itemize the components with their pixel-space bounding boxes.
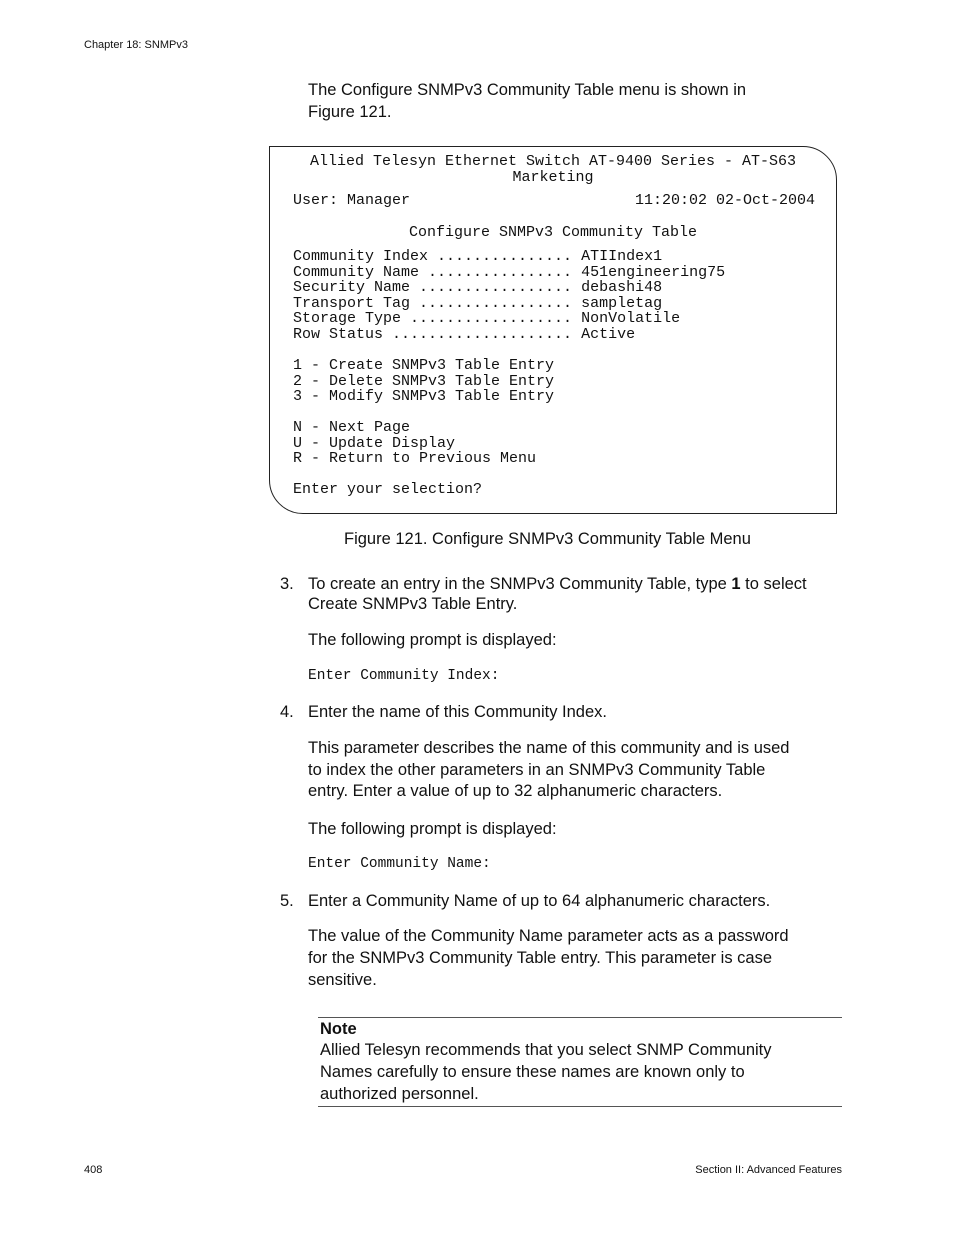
field-row-row-status: Row Status .................... Active (293, 326, 636, 343)
prompt-example: Enter Community Name: (308, 856, 491, 872)
note-line: Allied Telesyn recommends that you select SNMP Community (320, 1041, 772, 1059)
step-4-text: Enter the name of this Community Index. (308, 703, 607, 721)
field-row-transport-tag: Transport Tag ................. sampletag (293, 294, 663, 312)
menu-option-return: R - Return to Previous Menu (293, 450, 537, 468)
terminal-menu-title: Configure SNMPv3 Community Table (408, 224, 698, 241)
menu-option-delete: 2 - Delete SNMPv3 Table Entry (293, 372, 555, 390)
note-line: authorized personnel. (320, 1085, 479, 1103)
step-5-desc-line1: The value of the Community Name parameter acts as a password (308, 927, 789, 945)
page-number: 408 (84, 1164, 103, 1176)
figure-caption: Figure 121. Configure SNMPv3 Community Table Menu (344, 530, 751, 548)
prompt-intro: The following prompt is displayed: (308, 820, 557, 838)
footer-section: Section II: Advanced Features (695, 1164, 842, 1176)
menu-option-create: 1 - Create SNMPv3 Table Entry (293, 357, 555, 374)
intro-paragraph: The Configure SNMPv3 Community Table menu is shown in Figure 121. (308, 81, 747, 121)
step-5-text: Enter a Community Name of up to 64 alphanumeric characters. (308, 892, 771, 910)
prompt-intro: The following prompt is displayed: (308, 631, 557, 649)
step-4-desc-line3: entry. Enter a value of up to 32 alphanumeric characters. (308, 782, 723, 800)
step-number: 5. (280, 892, 294, 910)
note-title: Note (320, 1020, 357, 1038)
menu-option-update-display: U - Update Display (293, 434, 456, 452)
field-row-storage-type: Storage Type .................. NonVolatile (293, 310, 681, 328)
step-5-desc-line2: for the SNMPv3 Community Table entry. This parameter is case (308, 949, 773, 967)
field-row-community-name: Community Name ................ 451engineering75 (293, 263, 726, 281)
terminal-user: User: Manager (293, 192, 411, 209)
step-number: 4. (280, 703, 294, 721)
field-row-security-name: Security Name ................. debashi48 (293, 279, 663, 297)
terminal-screen (269, 146, 837, 514)
prompt-example: Enter Community Index: (308, 668, 500, 684)
step-number: 3. (280, 575, 294, 593)
menu-option-modify: 3 - Modify SNMPv3 Table Entry (293, 388, 555, 406)
terminal-datetime: 11:20:02 02-Oct-2004 (634, 192, 815, 209)
note-box (318, 1017, 842, 1107)
step-4-desc-line1: This parameter describes the name of this community and is used (308, 739, 790, 757)
field-row-community-index: Community Index ............... ATIIndex1 (293, 248, 663, 265)
step-3-text: To create an entry in the SNMPv3 Community Table, type 1 to select (308, 575, 807, 593)
terminal-prompt: Enter your selection? (293, 481, 483, 498)
step-5-desc-line3: sensitive. (308, 971, 377, 989)
note-line: Names carefully to ensure these names are known only to (320, 1063, 745, 1081)
step-3-text-line2: Create SNMPv3 Table Entry. (308, 595, 518, 613)
menu-option-next-page: N - Next Page (293, 419, 411, 436)
terminal-subtitle: Marketing (512, 169, 594, 186)
terminal-title: Allied Telesyn Ethernet Switch AT-9400 Series - AT-S63 (309, 153, 797, 170)
note-text (320, 1039, 820, 1105)
running-header: Chapter 18: SNMPv3 (84, 39, 188, 51)
step-4-desc-line2: to index the other parameters in an SNMPv3 Community Table (308, 761, 766, 779)
